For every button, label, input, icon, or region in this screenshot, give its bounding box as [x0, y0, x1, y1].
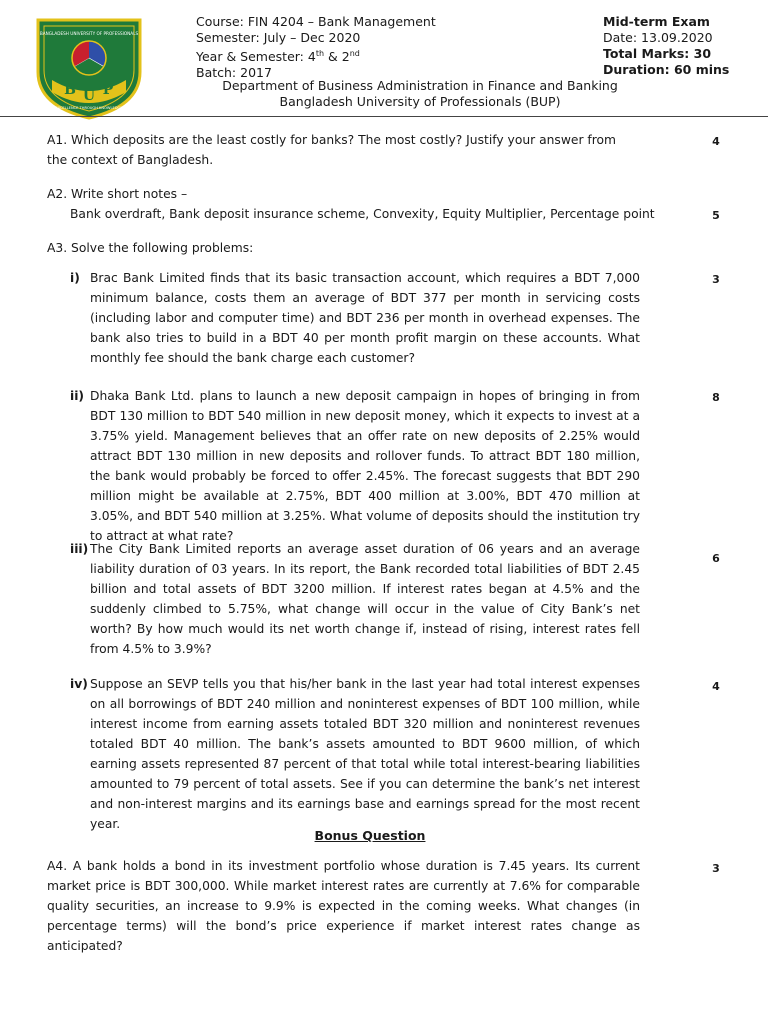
svg-text:B: B: [64, 82, 76, 98]
header-divider: [0, 116, 768, 117]
svg-text:P: P: [102, 82, 114, 98]
total-marks: Total Marks: 30: [603, 46, 712, 61]
marks-a4: 3: [712, 862, 720, 875]
question-a3-iii-label: iii): [70, 542, 89, 556]
question-a2-title: A2. Write short notes –: [47, 187, 188, 201]
exam-type: Mid-term Exam: [603, 14, 710, 29]
question-a3-i-label: i): [70, 271, 80, 285]
question-a3-iv-label: iv): [70, 677, 88, 691]
svg-text:BANGLADESH UNIVERSITY OF PROFE: BANGLADESH UNIVERSITY OF PROFESSIONALS: [39, 31, 139, 36]
question-a3-ii: Dhaka Bank Ltd. plans to launch a new deposit campaign in hopes of bringing in from BDT 130 million to BDT 540 million in new deposit money, which it expects to invest at a 3.75% yield. Management believes that an offer rate on new deposits of 2.25% would attract BDT 130 million in new deposits and rollover funds. To attract BDT 180 million, the bank would probably be forced to offer 2.45%. The forecast suggests that BDT 290 million might be available at 2.75%, BDT 400 million at 3.00%, BDT 470 million at 3.05%, and BDT 540 million at 3.25%. What volume of deposits should the institution try to attract at what rate?: [90, 389, 640, 543]
question-a3-iii: The City Bank Limited reports an average asset duration of 06 years and an average liability duration of 03 years. In its report, the Bank recorded total liabilities of BDT 2.45 billion and total assets of BDT 3200 million. If interest rates began at 4.5% and the suddenly climbed to 5.75%, what change will occur in the value of City Bank’s net worth? By how much would its net worth change if, instead of rising, interest rates fell from 4.5% to 3.9%?: [90, 542, 640, 656]
marks-a3-i: 3: [712, 273, 720, 286]
question-a3-title: A3. Solve the following problems:: [47, 241, 254, 255]
course-title: Course: FIN 4204 – Bank Management: [196, 14, 436, 29]
semester: Semester: July – Dec 2020: [196, 30, 361, 45]
university: Bangladesh University of Professionals (BUP): [279, 94, 561, 109]
exam-date: Date: 13.09.2020: [603, 30, 713, 45]
svg-text:U: U: [82, 88, 96, 104]
exam-info: [603, 14, 729, 78]
question-a3-ii-label: ii): [70, 389, 85, 403]
bup-logo-icon: [30, 10, 148, 120]
question-a1: A1. Which deposits are the least costly for banks? The most costly? Justify your answer from the context of Bangladesh.: [47, 133, 617, 167]
marks-a1: 4: [712, 135, 720, 148]
marks-a3-iv: 4: [712, 680, 720, 693]
question-a3-iv: Suppose an SEVP tells you that his/her bank in the last year had total interest expenses on all borrowings of BDT 240 million and noninterest expenses of BDT 100 million, while interest income from earning assets totaled BDT 320 million and noninterest revenues totaled BDT 40 million. The bank’s assets amounted to BDT 9600 million, of which earning assets represented 87 percent of that total while total interest-bearing liabilities amounted to 79 percent of total assets. See if you can determine the bank’s net interest and non-interest margins and its earnings base and earnings spread for the most recent year.: [90, 677, 640, 831]
course-info: [196, 14, 436, 81]
marks-a3-ii: 8: [712, 391, 720, 404]
svg-text:EXCELLENCE THROUGH KNOWLEDGE: EXCELLENCE THROUGH KNOWLEDGE: [55, 106, 123, 110]
department: Department of Business Administration in Finance and Banking: [222, 78, 618, 93]
exam-duration: Duration: 60 mins: [603, 62, 730, 77]
batch: Batch: 2017: [196, 65, 272, 81]
year-semester: Year & Semester: 4th & 2nd: [196, 49, 360, 65]
question-a3-i: Brac Bank Limited finds that its basic transaction account, which requires a BDT 7,000 minimum balance, costs them an average of BDT 377 per month in servicing costs (including labor and computer time) and BDT 236 per month in overhead expenses. The bank also tries to build in a BDT 40 per month profit margin on these accounts. What monthly fee should the bank charge each customer?: [90, 271, 640, 365]
marks-a3-iii: 6: [712, 552, 720, 565]
question-a4: A4. A bank holds a bond in its investment portfolio whose duration is 7.45 years. Its current market price is BDT 300,000. While market interest rates are currently at 7.6% for comparable quality securities, an increase to 9.9% is expected in the coming weeks. What changes (in percentage terms) will the bond’s price experience if market interest rates change as anticipated?: [47, 859, 640, 953]
question-a2-body: Bank overdraft, Bank deposit insurance scheme, Convexity, Equity Multiplier, Percentage point: [70, 207, 655, 221]
bonus-heading: Bonus Question: [314, 828, 426, 843]
marks-a2: 5: [712, 209, 720, 222]
